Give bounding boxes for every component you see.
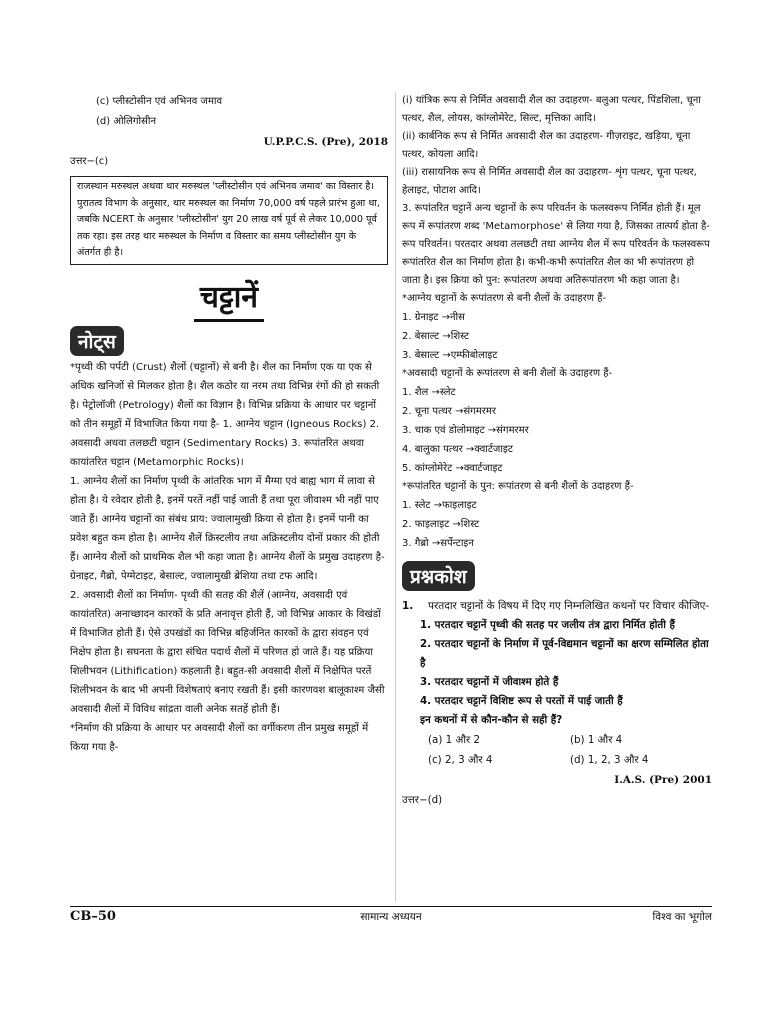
statement-1: 1. परतदार चट्टानें पृथ्वी की सतह पर जलीय तंत्र द्वारा निर्मित होती हैं [420,619,675,631]
sedimentary-examples-list [402,383,712,478]
metamorphic-examples-heading: *रूपांतरित चट्टानों के पुन: रूपांतरण से बनी शैलों के उदाहरण हैं- [402,481,634,492]
question-bank-badge: प्रश्नकोश [402,561,475,591]
notes-paragraph-intro: *पृथ्वी की पर्पटी (Crust) शैलों (चट्टानों) से बनी है। शैल का निर्माण एक या एक से अधिक खनिजों से मिलकर होता है। शैल कठोर या नरम तथा विभिन्न रंगों की हो सकती है। पेट्रोलॉजी (Petrology) शैलों का विज्ञान है। विभिन्न प्रक्रिया के आधार पर चट्टानों को तीन समूहों में विभाजित किया गया है- 1. आग्नेय चट्टान (Igneous Rocks) 2. अवसादी अथवा तलछटी चट्टान (Sedimentary Rocks) 3. रूपांतरित अथवा कायांतरित चट्टान (Metamorphic Rocks)। [70,361,380,468]
list-item: 3. बेसाल्ट →एम्फीबोलाइट [402,350,498,361]
title-underline [194,319,264,322]
list-item: 1. ग्रेनाइट →नीस [402,312,465,323]
list-item: 4. बालुका पत्थर →क्वार्टजाइट [402,444,513,455]
source-citation: I.A.S. (Pre) 2001 [614,774,712,786]
igneous-examples-heading: *आग्नेय चट्टानों के रूपांतरण से बनी शैलों के उदाहरण हैं- [402,293,607,304]
option-d: (d) 1, 2, 3 और 4 [570,754,649,766]
igneous-examples-list [402,308,712,365]
list-item: 1. स्लेट →फाइलाइट [402,500,477,511]
organic-sedimentary: (ii) कार्बनिक रूप से निर्मित अवसादी शैल का उदाहरण- गीज़राइट, खड़िया, चूना पत्थर, कोयला आदि। [402,131,691,160]
source-citation: U.P.P.C.S. (Pre), 2018 [263,136,388,148]
question-text: परतदार चट्टानों के विषय में दिए गए निम्नलिखित कथनों पर विचार कीजिए- [428,600,710,612]
list-item: 2. फाइलाइट →शिस्ट [402,519,480,530]
list-item: 2. चूना पत्थर →संगमरमर [402,406,496,417]
notes-paragraph-igneous: 1. आग्नेय शैलों का निर्माण पृथ्वी के आंतरिक भाग में मैग्मा एवं बाह्य भाग में लावा से होता है। ये रवेदार होती है, इनमें परतें नहीं पाई जाती हैं तथा पूरा जीवाश्म भी नहीं पाए जाते हैं। आग्नेय चट्टानों का संबंध प्राय: ज्वालामुखी क्रिया से होता है। इनमें पानी का प्रवेश बहुत कम होता है। आग्नेय शैलें क्रिस्टलीय तथा अक्रिस्टलीय दोनों प्रकार की होती हैं। आग्नेय शैलों को प्राथमिक शैल भी कहा जाता है। आग्नेय शैलों के प्रमुख उदाहरण है- ग्रेनाइट, गैब्रो, पेग्मेटाइट, बेसाल्ट, ज्वालामुखी ब्रेशिया तथा टफ आदि। [70,475,385,582]
sedimentary-examples-heading: *अवसादी चट्टानों के रूपांतरण से बनी शैलों के उदाहरण हैं- [402,368,613,379]
answer-label: उत्तर−(c) [70,156,109,167]
list-item: 1. शैल →स्लेट [402,387,456,398]
explanation-box: राजस्थान मरुस्थल अथवा थार मरुस्थल 'प्लीस्टोसीन एवं अभिनव जमाव' का विस्तार है। पुरातत्व विभाग के अनुसार, थार मरुस्थल का निर्माण 70,000 वर्ष पहले प्रारंभ हुआ था, जबकि NCERT के अनुसार 'प्लीस्टोसीन' युग 20 लाख वर्ष पूर्व से लेकर 10,000 पूर्व तक रहा। इस तरह थार मरुस्थल के निर्माण व विस्तार का समय प्लीस्टोसीन युग के अंतर्गत ही है। [70,176,388,265]
footer-subject: सामान्य अध्ययन [360,911,422,923]
notes-badge: नोट्स [70,326,124,356]
notes-paragraph-sedimentary: 2. अवसादी शैलों का निर्माण- पृथ्वी की सतह की शैलें (आग्नेय, अवसादी एवं कायांतरित) अनाच्छादन कारकों के प्रति अनावृत्त होती हैं, जो विभिन्न आकार के विखंडों में विभाजित होती हैं। ऐसे उपखंडों का विभिन्न बहिर्जनित कारकों के द्वारा संवहन एवं निक्षेप होता है। सघनता के द्वारा संचित पदार्थ शैलों में परिणत हो जाते हैं। यह प्रक्रिया शिलीभवन (Lithification) कहलाती है। बहुत-सी अवसादी शैलों में निक्षेपित परतें शिलीभवन के बाद भी अपनी विशेषताएं बनाए रखती हैं। इसी कारणवश बालूकाश्म जैसी अवसादी शैलों में विविध सांद्रता वाली अनेक सतहें होती हैं। [70,589,385,715]
options-row-2 [402,750,712,770]
question-number: 1. [402,600,414,612]
footer-chapter: विश्व का भूगोल [652,911,712,923]
metamorphic-examples-list [402,496,712,553]
question-header [402,597,712,616]
list-item: 5. कांग्लोमेरेट →क्वार्टजाइट [402,463,503,474]
column-divider [395,92,396,902]
list-item: 2. बेसाल्ट →शिस्ट [402,331,470,342]
answer-label: उत्तर−(d) [402,794,443,806]
statement-4: 4. परतदार चट्टानें विशिष्ट रूप से परतों में पाई जाती हैं [420,695,623,707]
page-number: CB–50 [70,909,116,924]
page-footer [70,906,712,924]
chemical-sedimentary: (iii) रासायनिक रूप से निर्मित अवसादी शैल का उदाहरण- शृंग पत्थर, चूना पत्थर, हेलाइट, पोटाश आदि। [402,167,697,196]
option-d: (d) ओलिगोसीन [96,116,157,127]
option-a: (a) 1 और 2 [428,734,481,746]
options-row-1 [402,730,712,750]
option-b: (b) 1 और 4 [570,734,623,746]
list-item: 3. गैब्रो →सर्पेन्टाइन [402,538,474,549]
metamorphic-paragraph: 3. रूपांतरित चट्टानें अन्य चट्टानों के रूप परिवर्तन के फलस्वरूप निर्मित होती हैं। मूल रूप में रूपांतरण शब्द 'Metamorphose' से लिया गया है, जिसका तात्पर्य होता है- रूप परिवर्तन। परतदार अथवा तलछटी तथा आग्नेय शैल में रूप परिवर्तन के फलस्वरूप रूपांतरित शैल का निर्माण होता है। कभी-कभी रूपांतरित शैल का भी रूपांतरण हो जाता है। इस क्रिया को पुन: रूपांतरण अथवा अतिरूपांतरण भी कहा जाता है। [402,203,710,286]
right-column [402,92,712,810]
page-title: चट्टानें [199,279,259,315]
notes-paragraph-classification: *निर्माण की प्रक्रिया के आधार पर अवसादी शैलों का वर्गीकरण तीन प्रमुख समूहों में किया गया है- [70,722,369,753]
option-c: (c) प्लीस्टोसीन एवं अभिनव जमाव [96,96,223,107]
list-item: 3. चाक एवं डोलोमाइट →संगमरमर [402,425,529,436]
left-column [70,92,388,757]
statement-3: 3. परतदार चट्टानों में जीवाश्म होते हैं [420,676,559,688]
mechanical-sedimentary: (i) यांत्रिक रूप से निर्मित अवसादी शैल का उदाहरण- बलुआ पत्थर, पिंडशिला, चूना पत्थर, शैल, लोयस, कांग्लोमेरेट, सिल्ट, मृत्तिका आदि। [402,95,701,124]
option-c: (c) 2, 3 और 4 [428,754,493,766]
question-prompt: इन कथनों में से कौन-कौन से सही हैं? [420,714,563,726]
statement-2: 2. परतदार चट्टानों के निर्माण में पूर्व-विद्यमान चट्टानों का क्षरण सम्मिलित होता है [420,638,709,669]
